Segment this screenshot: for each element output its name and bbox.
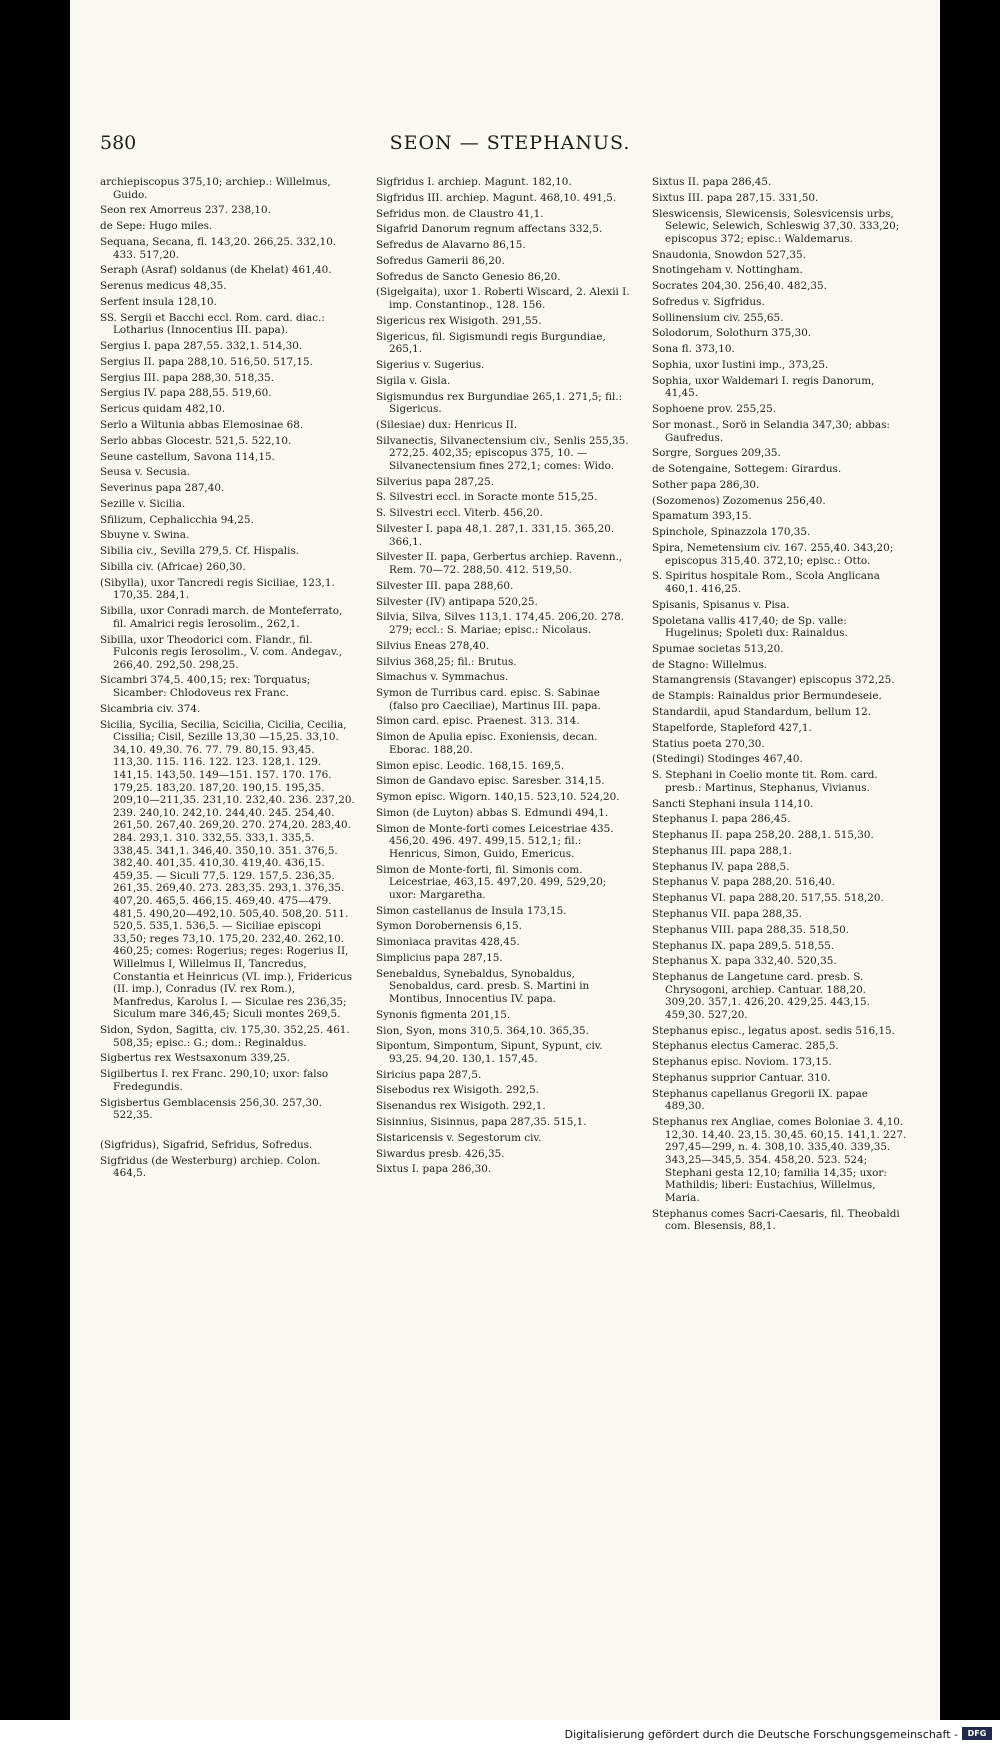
page-header xyxy=(100,132,920,162)
index-entry: Simplicius papa 287,15. xyxy=(376,952,503,964)
index-entry: Simon (de Luyton) abbas S. Edmundi 494,1. xyxy=(376,806,609,819)
index-entry: Sorgre, Sorgues 209,35. xyxy=(652,447,781,460)
index-entry: Silvester (IV) antipapa 520,25. xyxy=(376,595,538,608)
index-entry: Siricius papa 287,5. xyxy=(376,1068,482,1081)
index-entry: Silvia, Silva, Silves 113,1. 174,45. 206,20. 278. 279; eccl.: S. Mariae; episc.: Nicolaus. xyxy=(376,611,625,636)
footer-bar xyxy=(0,1720,1000,1747)
index-entry: Stephanus supprior Cantuar. 310. xyxy=(652,1072,831,1085)
index-entry: Sibilla, uxor Conradi march. de Monteferrato, fil. Amalrici regis Ierosolim., 262,1. xyxy=(100,605,343,630)
index-entry: Sergius II. papa 288,10. 516,50. 517,15. xyxy=(100,355,313,368)
index-entry: Stephanus electus Camerac. 285,5. xyxy=(652,1040,839,1053)
index-entry: Statius poeta 270,30. xyxy=(652,737,765,750)
index-entry: Stephanus comes Sacri-Caesaris, fil. Theobaldi com. Blesensis, 88,1. xyxy=(652,1207,900,1233)
page-number: 580 xyxy=(100,132,137,154)
index-entry: Socrates 204,30. 256,40. 482,35. xyxy=(652,280,827,293)
index-entry: Stephanus IV. papa 288,5. xyxy=(652,860,790,873)
index-entry: Siwardus presb. 426,35. xyxy=(376,1147,505,1160)
index-entry: Silvanectis, Silvanectensium civ., Senlis 255,35. 272,25. 402,35; episcopus 375, 10. — Silvanectensium fines 272,1; comes: Wido. xyxy=(376,434,629,472)
index-entry: Sancti Stephani insula 114,10. xyxy=(652,797,814,810)
index-entry: S. Stephani in Coelio monte tit. Rom. card. presb.: Martinus, Stephanus, Vivianus. xyxy=(652,769,878,794)
index-entry: (Sigfridus), Sigafrid, Sefridus, Sofredus. xyxy=(100,1138,313,1151)
index-entry: S. Spiritus hospitale Rom., Scola Anglicana 460,1. 416,25. xyxy=(652,570,880,595)
index-entry: de Stampis: Rainaldus prior Bermundeseie. xyxy=(652,690,882,703)
index-entry: Silverius papa 287,25. xyxy=(376,475,495,488)
index-entry: SS. Sergii et Bacchi eccl. Rom. card. diac.: Lotharius (Innocentius III. papa). xyxy=(100,311,325,337)
index-column-3 xyxy=(652,176,907,1236)
index-entry: Sigfridus I. archiep. Magunt. 182,10. xyxy=(376,176,572,188)
index-entry: Sigisbertus Gemblacensis 256,30. 257,30. 522,35. xyxy=(100,1096,323,1122)
index-entry: de Sepe: Hugo miles. xyxy=(100,220,213,233)
index-entry: Sixtus I. papa 286,30. xyxy=(376,1163,492,1176)
index-entry: Sergius I. papa 287,55. 332,1. 514,30. xyxy=(100,340,303,353)
index-entry: Simon de Gandavo episc. Saresber. 314,15. xyxy=(376,775,605,788)
index-entry: Sefredus de Alavarno 86,15. xyxy=(376,239,526,252)
index-entry: Stephanus IX. papa 289,5. 518,55. xyxy=(652,939,835,952)
index-entry: Sigilbertus I. rex Franc. 290,10; uxor: falso Fredegundis. xyxy=(100,1068,329,1093)
index-entry: Sigila v. Gisla. xyxy=(376,374,451,387)
index-entry: Sibilla, uxor Theodorici com. Flandr., fil. Fulconis regis Ierosolim., V. com. Andegav., 266,40. 292,50. 298,25. xyxy=(100,633,343,671)
index-entry: Sigfridus III. archiep. Magunt. 468,10. 491,5. xyxy=(376,191,617,204)
index-entry: (Sibylla), uxor Tancredi regis Siciliae, 123,1. 170,35. 284,1. xyxy=(100,576,335,602)
index-entry: Sicambri 374,5. 400,15; rex: Torquatus; Sicamber: Chlodoveus rex Franc. xyxy=(100,674,311,700)
index-entry: Spumae societas 513,20. xyxy=(652,642,784,655)
index-entry: Spinchole, Spinazzola 170,35. xyxy=(652,526,811,539)
index-entry: Sona fl. 373,10. xyxy=(652,343,735,356)
index-entry: Stephanus II. papa 258,20. 288,1. 515,30. xyxy=(652,829,874,842)
index-entry: Stamangrensis (Stavanger) episcopus 372,25. xyxy=(652,674,895,687)
index-entry: Sother papa 286,30. xyxy=(652,478,760,491)
index-entry: Silvester I. papa 48,1. 287,1. 331,15. 365,20. 366,1. xyxy=(376,523,615,548)
index-entry: Sisenandus rex Wisigoth. 292,1. xyxy=(376,1100,546,1113)
index-entry: S. Silvestri eccl. Viterb. 456,20. xyxy=(376,507,543,520)
index-entry: Sixtus III. papa 287,15. 331,50. xyxy=(652,191,819,204)
index-entry: Sion, Syon, mons 310,5. 364,10. 365,35. xyxy=(376,1024,589,1037)
index-entry: Severinus papa 287,40. xyxy=(100,482,225,495)
index-entry: Simon de Apulia episc. Exoniensis, decan. Eborac. 188,20. xyxy=(376,731,598,756)
index-entry: Spoletana vallis 417,40; de Sp. valle: Hugelinus; Spoleti dux: Rainaldus. xyxy=(652,614,848,640)
index-entry: Stephanus de Langetune card. presb. S. Chrysogoni, archiep. Cantuar. 188,20. 309,20. 357,1. 426,20. 429,25. 443,15. 459,30. 527,20. xyxy=(652,971,870,1021)
index-entry: Symon episc. Wigorn. 140,15. 523,10. 524,20. xyxy=(376,791,620,804)
index-entry: Sipontum, Simpontum, Sipunt, Sypunt, civ. 93,25. 94,20. 130,1. 157,45. xyxy=(376,1040,603,1065)
index-entry: de Stagno: Willelmus. xyxy=(652,658,768,671)
index-entry: Simon episc. Leodic. 168,15. 169,5. xyxy=(376,759,565,772)
index-entry: Snaudonia, Snowdon 527,35. xyxy=(652,248,806,261)
index-column-2 xyxy=(376,176,631,1179)
index-entry: Spamatum 393,15. xyxy=(652,510,752,523)
index-entry: Snotingeham v. Nottingham. xyxy=(652,264,803,277)
index-entry: Sigbertus rex Westsaxonum 339,25. xyxy=(100,1052,290,1065)
index-entry: Symon Dorobernensis 6,15. xyxy=(376,920,522,933)
dfg-logo-icon: DFG xyxy=(962,1727,992,1740)
index-entry: Sor monast., Sorö in Selandia 347,30; abbas: Gaufredus. xyxy=(652,418,890,444)
index-entry: Simachus v. Symmachus. xyxy=(376,671,509,684)
index-entry: Sophoene prov. 255,25. xyxy=(652,403,777,416)
index-entry: de Sotengaine, Sottegem: Girardus. xyxy=(652,463,842,476)
index-entry: Sibilia civ., Sevilla 279,5. Cf. Hispalis. xyxy=(100,545,300,558)
index-entry: Sigafrid Danorum regnum affectans 332,5. xyxy=(376,223,603,236)
index-entry: Serlo abbas Glocestr. 521,5. 522,10. xyxy=(100,434,292,447)
index-entry: Stephanus V. papa 288,20. 516,40. xyxy=(652,876,835,889)
index-entry: Seune castellum, Savona 114,15. xyxy=(100,450,275,463)
index-entry: Stephanus episc., legatus apost. sedis 516,15. xyxy=(652,1024,895,1037)
index-entry: Sisebodus rex Wisigoth. 292,5. xyxy=(376,1084,539,1097)
index-entry: Sleswicensis, Slewicensis, Solesvicensis urbs, Selewic, Selewich, Schleswig 37,30. 333,20; episcopus 372; episc.: Waldemarus. xyxy=(652,207,900,245)
index-entry: Simon de Monte-forti comes Leicestriae 435. 456,20. 496. 497. 499,15. 512,1; fil.: Henricus, Simon, Guido, Emericus. xyxy=(376,822,614,860)
index-entry: Stephanus X. papa 332,40. 520,35. xyxy=(652,955,837,968)
index-entry: Sofredus de Sancto Genesio 86,20. xyxy=(376,270,561,283)
index-entry: Seraph (Asraf) soldanus (de Khelat) 461,40. xyxy=(100,264,332,277)
index-entry: Stephanus VII. papa 288,35. xyxy=(652,908,802,920)
index-entry: Sistaricensis v. Segestorum civ. xyxy=(376,1131,542,1144)
book-page xyxy=(70,0,940,1720)
index-entry: Sigfridus (de Westerburg) archiep. Colon. 464,5. xyxy=(100,1154,321,1180)
index-entry: Sbuyne v. Swina. xyxy=(100,529,190,542)
funding-notice: Digitalisierung gefördert durch die Deutsche Forschungsgemeinschaft - xyxy=(564,1728,958,1741)
index-entry: Stephanus III. papa 288,1. xyxy=(652,844,792,857)
index-entry: (Sigelgaita), uxor 1. Roberti Wiscard, 2. Alexii I. imp. Constantinop., 128. 156. xyxy=(376,286,630,312)
index-entry: Spira, Nemetensium civ. 167. 255,40. 343,20; episcopus 315,40. 372,10; episc.: Otto. xyxy=(652,542,894,567)
index-entry: (Sozomenos) Zozomenus 256,40. xyxy=(652,494,826,507)
index-entry: Sezille v. Sicilia. xyxy=(100,497,186,510)
index-entry: Standardii, apud Standardum, bellum 12. xyxy=(652,706,872,719)
index-entry: Serfent insula 128,10. xyxy=(100,295,217,308)
index-entry: Sollinensium civ. 255,65. xyxy=(652,311,784,324)
index-entry: Stephanus I. papa 286,45. xyxy=(652,813,791,826)
index-entry: Serenus medicus 48,35. xyxy=(100,280,227,293)
index-entry: Stephanus episc. Noviom. 173,15. xyxy=(652,1056,832,1069)
index-entry: Sericus quidam 482,10. xyxy=(100,403,226,416)
index-entry: Simon de Monte-forti, fil. Simonis com. Leicestriae, 463,15. 497,20. 499, 529,20; uxor: Margaretha. xyxy=(376,863,607,901)
index-entry: Sophia, uxor Waldemari I. regis Danorum, 41,45. xyxy=(652,374,875,400)
index-entry: Seon rex Amorreus 237. 238,10. xyxy=(100,204,271,217)
index-entry: Stephanus VI. papa 288,20. 517,55. 518,20. xyxy=(652,892,884,905)
index-entry: Sophia, uxor Iustini imp., 373,25. xyxy=(652,359,829,371)
index-entry: S. Silvestri eccl. in Soracte monte 515,25. xyxy=(376,491,598,504)
index-entry: Silvester II. papa, Gerbertus archiep. Ravenn., Rem. 70—72. 288,50. 412. 519,50. xyxy=(376,551,623,576)
entry-gap xyxy=(100,1125,355,1139)
index-entry: Stephanus capellanus Gregorii IX. papae 489,30. xyxy=(652,1087,868,1113)
index-entry: Sequana, Secana, fl. 143,20. 266,25. 332,10. 433. 517,20. xyxy=(100,235,337,261)
index-entry: Sidon, Sydon, Sagitta, civ. 175,30. 352,25. 461. 508,35; episc.: G.; dom.: Reginaldus. xyxy=(100,1024,350,1049)
index-entry: Sigericus, fil. Sigismundi regis Burgundiae, 265,1. xyxy=(376,330,606,356)
index-entry: Simon castellanus de Insula 173,15. xyxy=(376,904,567,917)
index-entry: Sofredus Gamerii 86,20. xyxy=(376,254,505,267)
index-column-1 xyxy=(100,176,355,1183)
index-entry: Simon card. episc. Praenest. 313. 314. xyxy=(376,715,580,728)
index-entry: Stapelforde, Stapleford 427,1. xyxy=(652,721,812,734)
index-entry: Symon de Turribus card. episc. S. Sabinae (falso pro Caeciliae), Martinus III. papa. xyxy=(376,687,601,712)
index-entry: Sofredus v. Sigfridus. xyxy=(652,295,765,308)
index-entry: Sfilizum, Cephalicchia 94,25. xyxy=(100,513,254,526)
index-entry: Sigericus rex Wisigoth. 291,55. xyxy=(376,314,542,327)
index-entry: Senebaldus, Synebaldus, Synobaldus, Senobaldus, card. presb. S. Martini in Montibus, Innocentius IV. papa. xyxy=(376,967,590,1005)
index-entry: (Stedingi) Stodinges 467,40. xyxy=(652,753,803,766)
index-entry: Sibilla civ. (Africae) 260,30. xyxy=(100,560,246,573)
page-title: SEON — STEPHANUS. xyxy=(389,132,631,154)
index-entry: Silvester III. papa 288,60. xyxy=(376,579,514,592)
index-entry: Sefridus mon. de Claustro 41,1. xyxy=(376,207,544,220)
index-entry: Sisinnius, Sisinnus, papa 287,35. 515,1. xyxy=(376,1116,587,1129)
index-entry: Sigismundus rex Burgundiae 265,1. 271,5; fil.: Sigericus. xyxy=(376,390,623,416)
index-entry: Stephanus VIII. papa 288,35. 518,50. xyxy=(652,923,850,936)
index-entry: Sixtus II. papa 286,45. xyxy=(652,176,772,188)
index-entry: Silvius Eneas 278,40. xyxy=(376,639,490,652)
index-entry: (Silesiae) dux: Henricus II. xyxy=(376,418,518,431)
index-entry: Stephanus rex Angliae, comes Boloniae 3. 4,10. 12,30. 14,40. 23,15. 30,45. 60,15. 141,1. 227. 297,45—299, n. 4. 308,10. 335,40. 339,35. 343,25—345,5. 354. 458,20. 523. 524; Stephani gesta 12,10; familia 14,35; uxor: Mathildis; liberi: Eustachius, Willelmus, Maria. xyxy=(652,1116,907,1204)
index-entry: Serlo a Wiltunia abbas Elemosinae 68. xyxy=(100,418,304,431)
index-entry: Solodorum, Solothurn 375,30. xyxy=(652,327,812,340)
index-entry: archiepiscopus 375,10; archiep.: Willelmus, Guido. xyxy=(100,176,331,201)
index-entry: Simoniaca pravitas 428,45. xyxy=(376,936,520,949)
index-entry: Sergius III. papa 288,30. 518,35. xyxy=(100,371,275,384)
index-entry: Silvius 368,25; fil.: Brutus. xyxy=(376,655,517,668)
index-entry: Sicambria civ. 374. xyxy=(100,702,201,715)
index-entry: Spisanis, Spisanus v. Pisa. xyxy=(652,598,790,611)
index-entry: Sergius IV. papa 288,55. 519,60. xyxy=(100,387,272,400)
index-entry: Seusa v. Secusia. xyxy=(100,466,190,479)
index-entry: Synonis figmenta 201,15. xyxy=(376,1008,511,1021)
index-entry: Sicilia, Sycilia, Secilia, Scicilia, Cicilia, Cecilia, Cissilia; Cisil, Sezille 13,30 —15,25. 33,10. 34,10. 49,30. 76. 77. 79. 80,15. 93,45. 113,30. 115. 116. 122. 123. 128,1. 129. 141,15. 143,50. 149—151. 157. 170. 176. 179,25. 183,20. 187,20. 190,15. 195,35. 209,10—211,35. 231,10. 232,40. 236. 237,20. 239. 240,10. 242,10. 244,40. 245. 254,40. 261,50. 267,40. 269,20. 270. 274,20. 283,40. 284. 293,1. 310. 332,55. 333,1. 335,5. 338,45. 341,1. 346,40. 350,10. 351. 376,5. 382,40. 401,35. 410,30. 419,40. 436,15. 459,35. — Siculi 77,5. 129. 157,5. 236,35. 261,35. 269,40. 273. 283,35. 293,1. 376,35. 407,20. 465,5. 466,15. 469,40. 475—479. 481,5. 490,20—492,10. 505,40. 508,20. 511. 520,5. 535,1. 536,5. — Siciliae episcopi 33,50; reges 73,10. 175,20. 232,40. 262,10. 460,25; comes: Rogerius; reges: Rogerius II, Willelmus I, Willelmus II, Tancredus, Constantia et Heinricus (VI. imp.), Fridericus (II. imp.), Conradus (IV. rex Rom.), Manfredus, Karolus I. — Siculae res 236,35; Siculum mare 346,45; Siculi montes 269,5. xyxy=(100,718,355,1021)
index-entry: Sigerius v. Sugerius. xyxy=(376,359,485,371)
